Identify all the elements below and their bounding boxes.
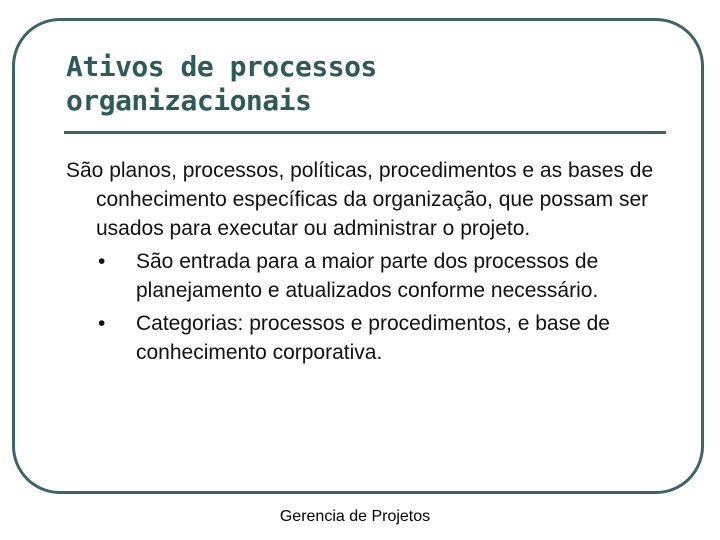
bullet-list [66,247,676,367]
bullet-item [66,247,676,305]
title-line-2: organizacionais [66,84,312,117]
main-paragraph: São planos, processos, políticas, procedimentos e as bases de conhecimento específicas da organização, que possam ser usados para executar ou administrar o projeto. [66,159,654,240]
bullet-text: São entrada para a maior parte dos processos de planejamento e atualizados conforme necessário. [136,250,599,302]
title-line-1: Ativos de processos [66,50,377,83]
bullet-marker: • [98,250,106,273]
slide-title [66,50,666,118]
bullet-text: Categorias: processos e procedimentos, e base de conhecimento corporativa. [136,312,610,364]
bullet-item [66,309,676,367]
slide-footer: Gerencia de Projetos [279,508,431,525]
slide-body [66,156,676,371]
title-divider [64,131,666,134]
bullet-marker: • [98,312,106,335]
